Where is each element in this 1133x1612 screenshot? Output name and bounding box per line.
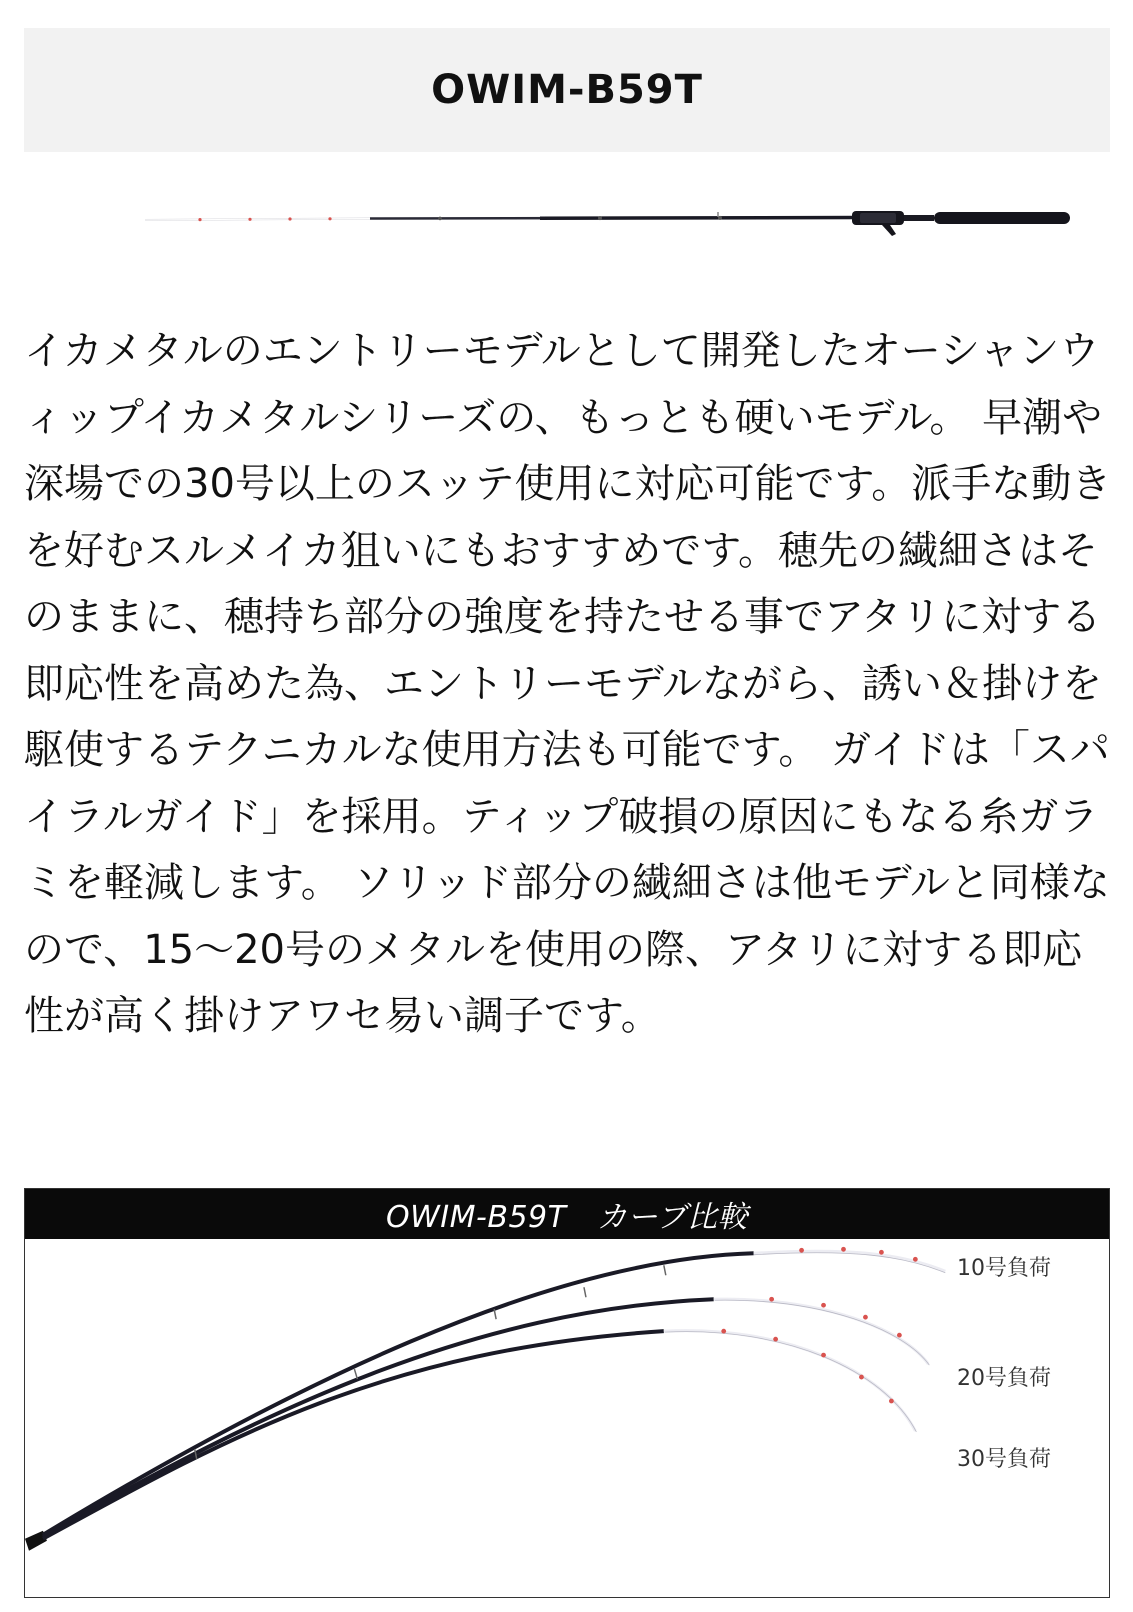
page-title: OWIM-B59T <box>431 67 703 113</box>
curve-comparison-title: OWIM-B59T カーブ比較 <box>386 1200 748 1235</box>
curve-comparison-header <box>25 1189 1109 1239</box>
curve-comparison-image <box>25 1239 1109 1597</box>
fishing-rod-icon <box>140 200 1110 250</box>
title-bar <box>24 28 1110 152</box>
product-description: イカメタルのエントリーモデルとして開発したオーシャンウィップイカメタルシリーズの、もっとも硬いモデル。 早潮や深場での30号以上のスッテ使用に対応可能です。派手な動きを好むスルメイカ狙いにもおすすめです。穂先の繊細さはそのままに、穂持ち部分の強度を持たせる事でアタリに対する即応性を高めた為、エントリーモデルながら、誘い＆掛けを駆使するテクニカルな使用方法も可能です。 ガイドは「スパイラルガイド」を採用。ティップ破損の原因にもなる糸ガラミを軽減します。 ソリッド部分の繊細さは他モデルと同様なので、15〜20号のメタルを使用の際、アタリに対する即応性が高く掛けアワセ易い調子です。 <box>24 328 1112 1039</box>
curve-comparison-panel <box>24 1188 1110 1598</box>
load-label-20: 20号負荷 <box>957 1366 1051 1391</box>
rod-curve-10 <box>43 1253 754 1534</box>
load-label-10: 10号負荷 <box>957 1256 1051 1281</box>
rod-curve-30 <box>43 1331 664 1539</box>
load-label-30: 30号負荷 <box>957 1447 1051 1472</box>
